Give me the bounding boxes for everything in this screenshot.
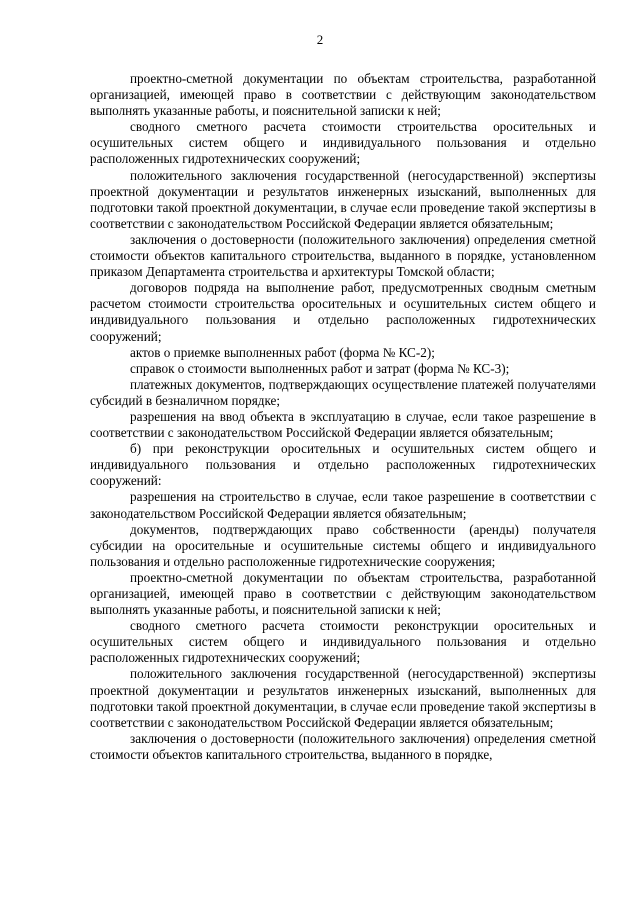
- paragraph: положительного заключения государственной (негосударственной) экспертизы проектной документации и результатов инженерных изысканий, выполненных для подготовки такой проектной документации, в случае если проведение такой экспертизы в соответствии с законодательством Российской Федерации является обязательным;: [90, 167, 596, 231]
- paragraph: заключения о достоверности (положительного заключения) определения сметной стоимости объектов капитального строительства, выданного в порядке, установленном приказом Департамента строительства и архитектуры Томской области;: [90, 231, 596, 280]
- paragraph: актов о приемке выполненных работ (форма № КС-2);: [130, 344, 435, 360]
- paragraph: разрешения на строительство в случае, если такое разрешение в соответствии с законодательством Российской Федерации является обязательным;: [90, 489, 596, 521]
- page-number: 2: [316, 32, 324, 47]
- paragraph: разрешения на ввод объекта в эксплуатацию в случае, если такое разрешение в соответствии с законодательством Российской Федерации является обязательным;: [90, 408, 596, 441]
- paragraph: заключения о достоверности (положительного заключения) определения сметной стоимости объектов капитального строительства, выданного в порядке,: [90, 730, 596, 762]
- paragraph: справок о стоимости выполненных работ и затрат (форма № КС-3);: [130, 360, 510, 376]
- paragraph: сводного сметного расчета стоимости реконструкции оросительных и осушительных систем общего и индивидуального пользования и отдельно расположенных гидротехнических сооружений;: [90, 618, 596, 666]
- paragraph: б) при реконструкции оросительных и осушительных систем общего и индивидуального пользования и отдельно расположенных гидротехнических сооружений:: [90, 441, 596, 489]
- document-body: [90, 71, 596, 763]
- paragraph: договоров подряда на выполнение работ, предусмотренных сводным сметным расчетом стоимости строительства оросительных и осушительных систем общего и индивидуального пользования и отдельно расположенных гидротехнических сооружений;: [90, 280, 596, 344]
- paragraph: платежных документов, подтверждающих осуществление платежей получателями субсидий в безналичном порядке;: [90, 376, 596, 408]
- paragraph: документов, подтверждающих право собственности (аренды) получателя субсидии на оросительные и осушительные системы общего и индивидуального пользования и отдельно расположенные гидротехнические сооружения;: [90, 521, 596, 569]
- paragraph: сводного сметного расчета стоимости строительства оросительных и осушительных систем общего и индивидуального пользования и отдельно расположенных гидротехнических сооружений;: [90, 119, 596, 167]
- paragraph: положительного заключения государственной (негосударственной) экспертизы проектной документации и результатов инженерных изысканий, выполненных для подготовки такой проектной документации, в случае если проведение такой экспертизы в соответствии с законодательством Российской Федерации является обязательным;: [90, 666, 596, 730]
- paragraph: проектно-сметной документации по объектам строительства, разработанной организацией, имеющей право в соответствии с действующим законодательством выполнять указанные работы, и пояснительной записки к ней;: [90, 71, 596, 119]
- paragraph: проектно-сметной документации по объектам строительства, разработанной организацией, имеющей право в соответствии с действующим законодательством выполнять указанные работы, и пояснительной записки к ней;: [90, 569, 596, 618]
